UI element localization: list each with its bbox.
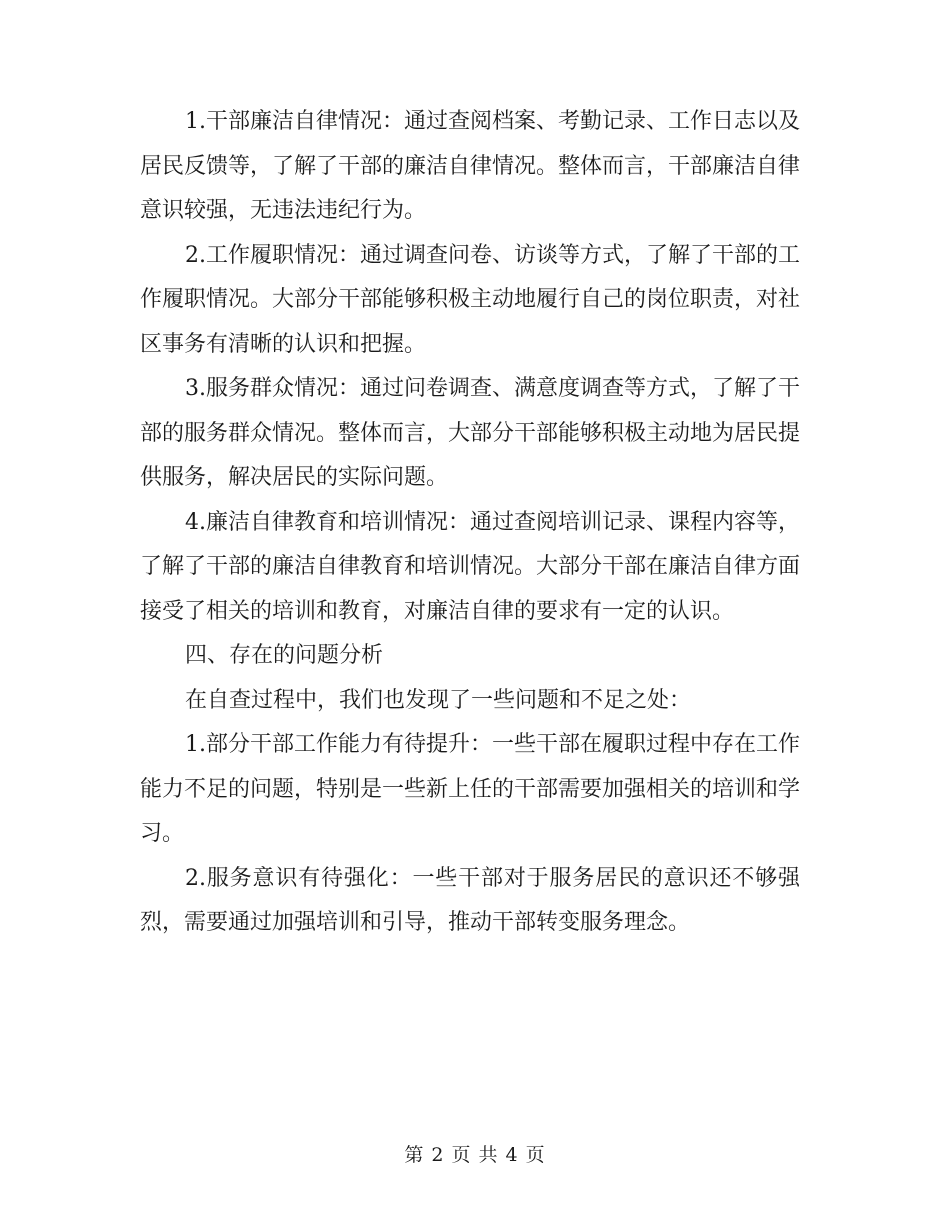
section-heading-problems: 四、存在的问题分析 bbox=[185, 643, 384, 668]
paragraph-problem-service: 2.服务意识有待强化：一些干部对于服务居民的意识还不够强烈，需要通过加强培训和引导，推动干部转变服务理念。 bbox=[140, 865, 800, 935]
paragraph-integrity-training: 4.廉洁自律教育和培训情况：通过查阅培训记录、课程内容等，了解了干部的廉洁自律教育和培训情况。大部分干部在廉洁自律方面接受了相关的培训和教育，对廉洁自律的要求有一定的认识。 bbox=[140, 509, 801, 624]
paragraph-cadre-integrity: 1.干部廉洁自律情况：通过查阅档案、考勤记录、工作日志以及居民反馈等，了解了干部的廉洁自律情况。整体而言，干部廉洁自律意识较强，无违法违纪行为。 bbox=[140, 109, 801, 223]
paragraph-duty-performance: 2.工作履职情况：通过调查问卷、访谈等方式，了解了干部的工作履职情况。大部分干部能够积极主动地履行自己的岗位职责，对社区事务有清晰的认识和把握。 bbox=[140, 242, 801, 357]
page-number-footer: 第 2 页 共 4 页 bbox=[404, 1144, 546, 1166]
document-body bbox=[140, 100, 800, 946]
paragraph-public-service: 3.服务群众情况：通过问卷调查、满意度调查等方式，了解了干部的服务群众情况。整体而言，大部分干部能够积极主动地为居民提供服务，解决居民的实际问题。 bbox=[140, 376, 801, 490]
paragraph-problem-ability: 1.部分干部工作能力有待提升：一些干部在履职过程中存在工作能力不足的问题，特别是一些新上任的干部需要加强相关的培训和学习。 bbox=[140, 732, 801, 846]
paragraph-intro-problems: 在自查过程中，我们也发现了一些问题和不足之处： bbox=[185, 687, 692, 713]
